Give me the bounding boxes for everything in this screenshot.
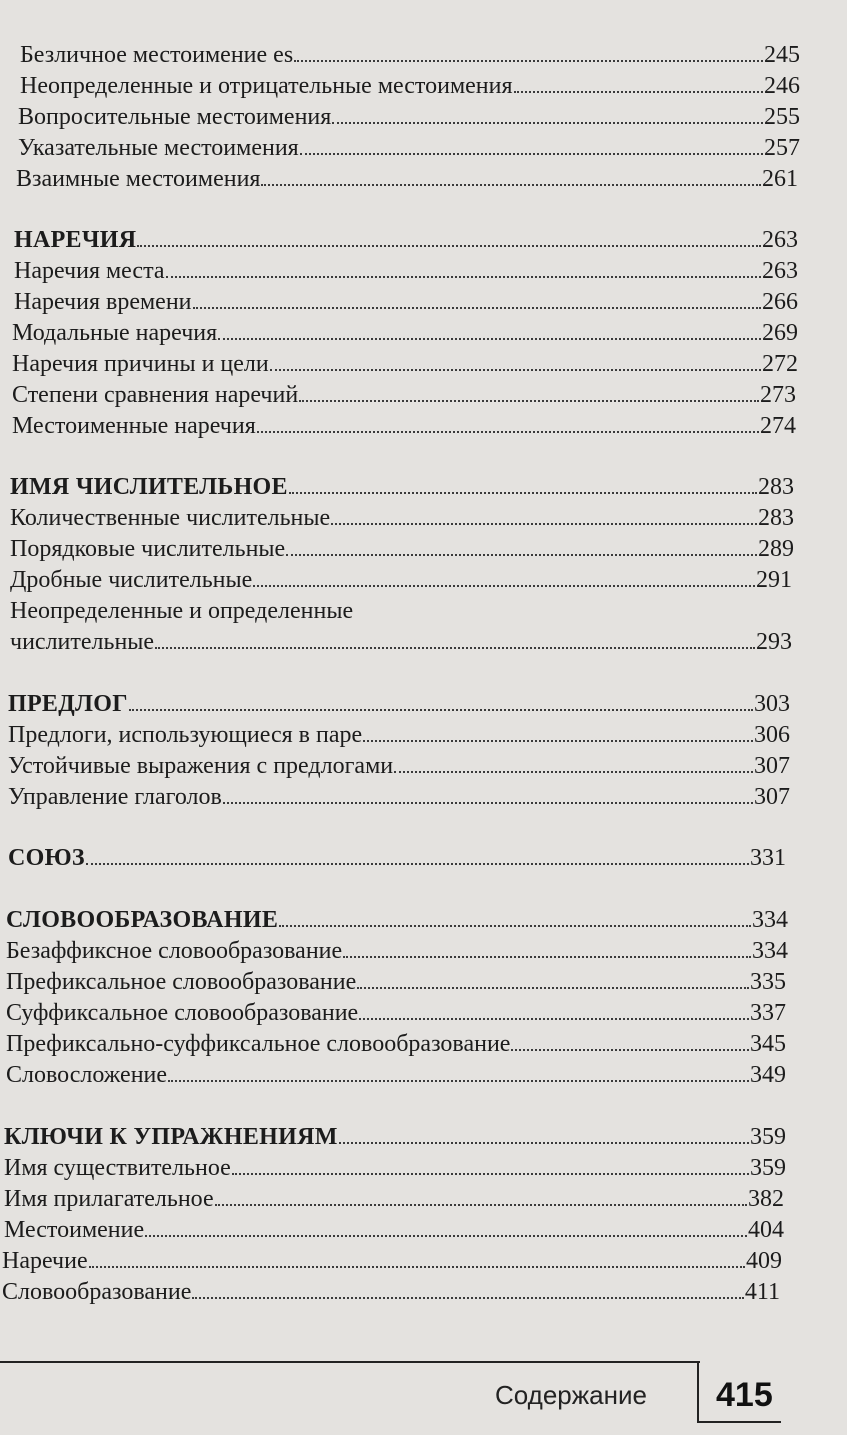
toc-leader-dots — [394, 771, 753, 773]
toc-page-number: 382 — [748, 1186, 784, 1212]
toc-page-number: 411 — [744, 1279, 780, 1305]
toc-page-number: 293 — [756, 629, 792, 655]
toc-leader-dots — [514, 91, 763, 93]
toc-page-number: 337 — [750, 1000, 786, 1026]
toc-entry-title: Наречия места — [14, 258, 165, 284]
toc-entry — [12, 349, 798, 379]
toc-entry — [12, 380, 796, 410]
toc-leader-dots — [232, 1173, 749, 1175]
toc-leader-dots — [300, 153, 763, 155]
toc-leader-dots — [359, 1018, 749, 1020]
toc-entry — [6, 936, 788, 966]
toc-entry-title: Указательные местоимения — [18, 135, 299, 161]
toc-page-number: 359 — [750, 1155, 786, 1181]
toc-page-number: 335 — [750, 969, 786, 995]
toc-entry — [4, 1184, 784, 1214]
toc-entry-title: Безаффиксное словообразование — [6, 938, 343, 964]
toc-entry — [12, 318, 798, 348]
toc-heading-title: НАРЕЧИЯ — [14, 227, 137, 253]
toc-section-heading — [8, 689, 790, 719]
toc-leader-dots — [511, 1049, 749, 1051]
toc-entry-title: Префиксальное словообразование — [6, 969, 357, 995]
footer-divider — [697, 1361, 699, 1423]
toc-page-number: 306 — [754, 722, 790, 748]
toc-heading-title: КЛЮЧИ К УПРАЖНЕНИЯМ — [4, 1124, 338, 1150]
toc-entry — [10, 503, 794, 533]
toc-entry-title: Управление глаголов — [8, 784, 222, 810]
toc-page-number: 404 — [748, 1217, 784, 1243]
toc-page-number: 359 — [750, 1124, 786, 1150]
toc-entry-title: Наречия времени — [14, 289, 192, 315]
toc-entry — [16, 164, 798, 194]
toc-entry-title: Количественные числительные — [10, 505, 331, 531]
toc-page-number: 291 — [756, 567, 792, 593]
toc-leader-dots — [257, 431, 759, 433]
toc-page-number: 307 — [754, 784, 790, 810]
toc-leader-dots — [145, 1235, 747, 1237]
toc-entry — [8, 720, 790, 750]
toc-page-number: 283 — [758, 505, 794, 531]
toc-leader-dots — [363, 740, 753, 742]
toc-entry-title: Неопределенные и отрицательные местоимения — [20, 73, 513, 99]
toc-section-heading — [6, 905, 788, 935]
toc-leader-dots — [253, 585, 755, 587]
toc-page-number: 289 — [758, 536, 794, 562]
toc-entry-title: Устойчивые выражения с предлогами — [8, 753, 394, 779]
toc-entry — [20, 71, 800, 101]
toc-entry — [2, 1277, 780, 1307]
toc-entry-title: Префиксально-суффиксальное словообразование — [6, 1031, 511, 1057]
toc-entry — [6, 1029, 786, 1059]
toc-entry-title: Словообразование — [2, 1279, 192, 1305]
toc-page-number: 307 — [754, 753, 790, 779]
toc-entry — [14, 256, 798, 286]
toc-leader-dots — [289, 492, 757, 494]
toc-entry — [10, 534, 794, 564]
toc-page-number: 349 — [750, 1062, 786, 1088]
toc-page-number: 263 — [762, 227, 798, 253]
toc-entry — [2, 1246, 782, 1276]
toc-page-number: 257 — [764, 135, 800, 161]
toc-entry — [14, 287, 798, 317]
toc-entry — [6, 967, 786, 997]
toc-section-heading — [4, 1122, 786, 1152]
toc-leader-dots — [279, 925, 751, 927]
toc-leader-dots — [129, 709, 753, 711]
toc-page-number: 246 — [764, 73, 800, 99]
toc-leader-dots — [193, 307, 761, 309]
toc-section-heading — [14, 225, 798, 255]
toc-entry — [8, 782, 790, 812]
toc-page-number: 303 — [754, 691, 790, 717]
toc-page-number: 272 — [762, 351, 798, 377]
toc-entry — [10, 627, 792, 657]
toc-page-number: 255 — [764, 104, 800, 130]
toc-page-number: 266 — [762, 289, 798, 315]
toc-leader-dots — [343, 956, 751, 958]
toc-leader-dots — [339, 1142, 749, 1144]
toc-entry-title: Словосложение — [6, 1062, 168, 1088]
toc-page-number: 269 — [762, 320, 798, 346]
toc-leader-dots — [270, 369, 761, 371]
toc-section-heading — [8, 843, 786, 873]
toc-entry — [12, 411, 796, 441]
toc-entry-text: Неопределенные и определенные — [10, 598, 354, 624]
toc-leader-dots — [332, 122, 763, 124]
toc-leader-dots — [218, 338, 761, 340]
toc-leader-dots — [286, 554, 757, 556]
toc-page-number: 263 — [762, 258, 798, 284]
toc-page-number: 409 — [746, 1248, 782, 1274]
toc-leader-dots — [261, 184, 761, 186]
toc-entry-title: числительные — [10, 629, 155, 655]
toc-entry-title: Имя существительное — [4, 1155, 231, 1181]
footer-rule — [0, 1361, 700, 1363]
toc-page-number: 274 — [760, 413, 796, 439]
toc-leader-dots — [192, 1297, 744, 1299]
toc-entry-title: Местоименные наречия — [12, 413, 256, 439]
toc-leader-dots — [137, 245, 761, 247]
toc-heading-title: ПРЕДЛОГ — [8, 691, 128, 717]
toc-section-heading — [10, 472, 794, 502]
toc-leader-dots — [86, 863, 749, 865]
toc-heading-title: ИМЯ ЧИСЛИТЕЛЬНОЕ — [10, 474, 288, 500]
toc-leader-dots — [331, 523, 757, 525]
toc-entry-title: Степени сравнения наречий — [12, 382, 299, 408]
toc-page-number: 331 — [750, 845, 786, 871]
toc-entry-title: Взаимные местоимения — [16, 166, 261, 192]
toc-leader-dots — [166, 276, 761, 278]
toc-entry-title: Безличное местоимение es — [20, 42, 294, 68]
toc-leader-dots — [215, 1204, 747, 1206]
toc-entry-title: Дробные числительные — [10, 567, 253, 593]
toc-page-number: 334 — [752, 938, 788, 964]
toc-leader-dots — [299, 400, 759, 402]
toc-leader-dots — [168, 1080, 749, 1082]
toc-entry-title: Суффиксальное словообразование — [6, 1000, 359, 1026]
toc-entry — [20, 40, 800, 70]
toc-entry-title: Предлоги, использующиеся в паре — [8, 722, 363, 748]
toc-entry-title: Местоимение — [4, 1217, 145, 1243]
toc-entry — [4, 1153, 786, 1183]
toc-entry — [10, 565, 792, 595]
toc-leader-dots — [155, 647, 755, 649]
toc-page-number: 245 — [764, 42, 800, 68]
toc-entry-title: Наречия причины и цели — [12, 351, 269, 377]
toc-page-number: 283 — [758, 474, 794, 500]
toc-leader-dots — [223, 802, 753, 804]
toc-entry — [8, 751, 790, 781]
toc-entry — [18, 102, 800, 132]
toc-page-number: 261 — [762, 166, 798, 192]
toc-page-number: 345 — [750, 1031, 786, 1057]
toc-leader-dots — [89, 1266, 745, 1268]
running-footer-label: Содержание — [495, 1380, 647, 1410]
toc-heading-title: СЛОВООБРАЗОВАНИЕ — [6, 907, 279, 933]
footer-page-underline — [699, 1421, 781, 1423]
toc-entry — [6, 1060, 786, 1090]
page-number: 415 — [716, 1376, 773, 1414]
toc-entry-title: Вопросительные местоимения — [18, 104, 332, 130]
toc-entry — [4, 1215, 784, 1245]
toc-entry-title: Имя прилагательное — [4, 1186, 214, 1212]
toc-entry-title: Наречие — [2, 1248, 88, 1274]
toc-page-number: 273 — [760, 382, 796, 408]
toc-entry-title: Порядковые числительные — [10, 536, 286, 562]
toc-page-number: 334 — [752, 907, 788, 933]
toc-leader-dots — [357, 987, 749, 989]
toc-entry — [6, 998, 786, 1028]
toc-entry-title: Модальные наречия — [12, 320, 218, 346]
toc-entry — [18, 133, 800, 163]
toc-heading-title: СОЮЗ — [8, 845, 85, 871]
toc-leader-dots — [294, 60, 763, 62]
